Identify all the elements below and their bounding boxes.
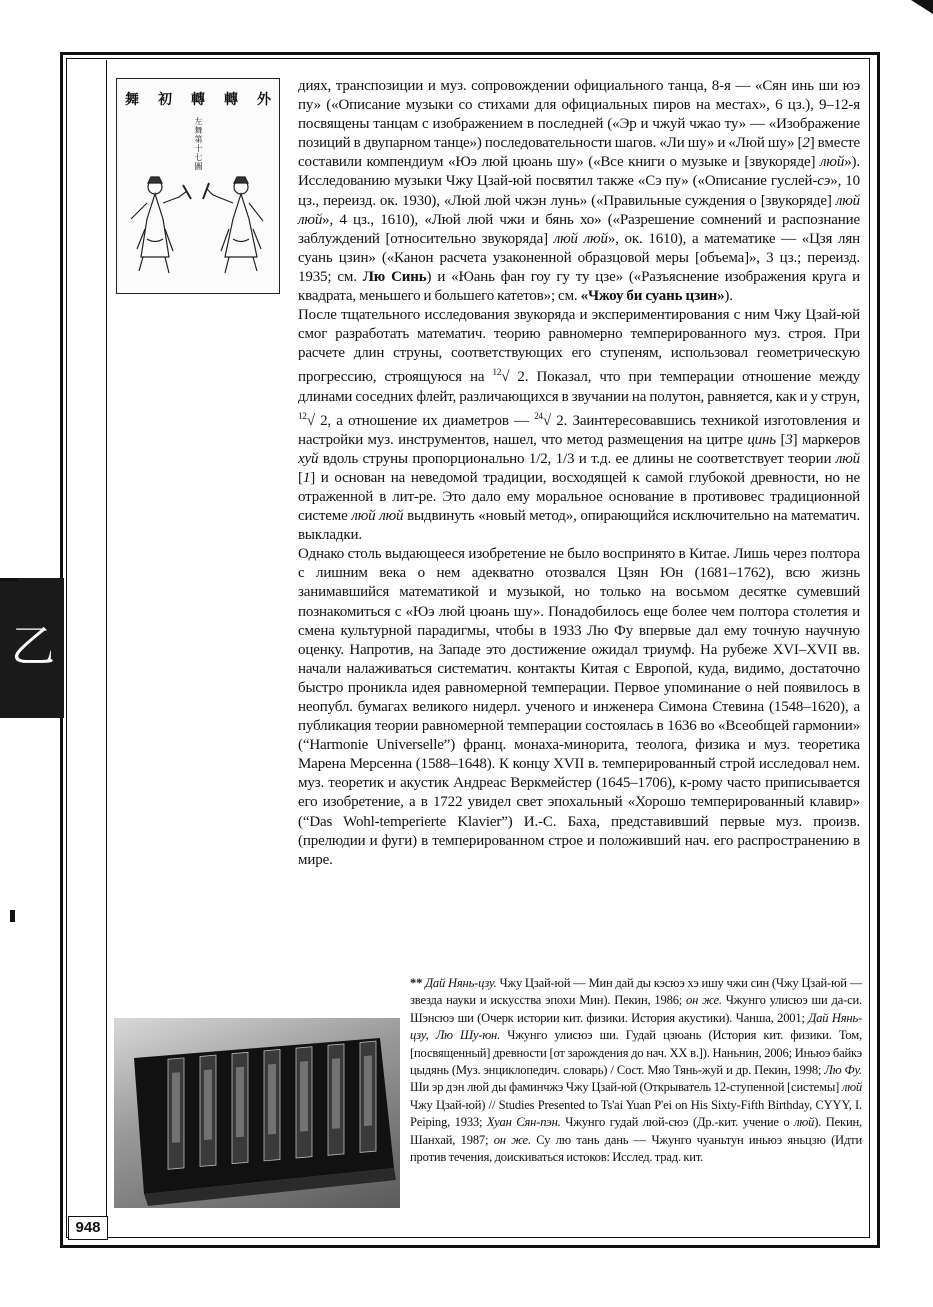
- illustration-char: 初: [158, 92, 172, 108]
- cross-reference: Лю Синь: [362, 268, 427, 285]
- author: Дай Нянь-цзу, Лю Шу-юн.: [410, 1010, 862, 1043]
- author: Дай Нянь-цзу.: [425, 976, 497, 990]
- illustration-caption: 左舞第十七圖: [194, 117, 203, 171]
- paragraph: Однако столь выдающееся изобретение не было воспринято в Китае. Лишь через полтора с лишним века о нем адекватно отозвался Цзян Юн (1681–1762), всю жизнь занимавшийся математикой и музыкой, но только на восьмом десятке сумевший познакомиться с «Юэ люй цюань шу». Понадобилось еще более чем полтора столетия и смена культурной парадигмы, чтобы в 1933 Лю Фу впервые дал ему точную научную оценку. Напротив, на Западе это достижение ожидал триумф. На рубеже XVI–XVII вв. начали налаживаться систематич. контакты Китая с Европой, куда, видимо, достаточно быстро проникла идея равномерной темперации. Первое упоминание о ней появилось в неопубл. бумагах великого нидерл. ученого и инженера Симона Стевина (1548–1620), а публикация теории равномерной темперации состоялась в 1636 во «Всеобщей гармонии» (“Harmonie Universelle”) франц. монаха-минорита, теолога, физика и муз. теоретика Марена Мерсенна (1588–1648). К концу XVII в. темперированный строй исследовал нем. муз. теоретик и акустик Андреас Веркмейстер (1645–1706), к-рому часто приписывается его изобретение, а в 1722 увидел свет эпохальный «Хорошо темперированный клавир» (“Das Wohl-temperierte Klavier”) И.-С. Баха, представивший первые муз. произв. (прелюдии и фуги) в темперированном строе и положивший нач. его распространению в мире.: [298, 546, 860, 868]
- margin-mark: [10, 910, 15, 922]
- margin-rule: [106, 60, 107, 1235]
- dancers-drawing: [117, 79, 279, 293]
- article-body: [298, 77, 860, 870]
- dance-illustration: [116, 78, 280, 294]
- right-dancer-figure: [203, 177, 263, 273]
- illustration-char: 外: [257, 92, 271, 108]
- corner-mark: [911, 0, 933, 14]
- illustration-char: 轉: [224, 92, 238, 108]
- author: он же.: [686, 993, 722, 1008]
- bibliography: ** Дай Нянь-цзу. Чжу Цзай-юй — Мин дай ды кэсюэ хэ ишу чжи син (Чжу Цзай-юй — звезда науки и искусства эпохи Мин). Пекин, 1986; он же. Чжунго улисюэ ши да-си. Шэнсюэ ши (Очерк истории кит. физики. История акустики). Чанша, 2001; Дай Нянь-цзу, Лю Шу-юн. Чжунго улисюэ ши. Гудай цзюань (История кит. физики. Том, [посвященный] древности [от зарождения до нач. XX в.]). Наньнин, 2006; Иньюэ байкэ цыдянь (Муз. энциклопедич. словарь) / Сост. Мяо Тянь-жуй и др. Пекин, 1998; Лю Фу. Ши эр дэн люй ды фаминчжэ Чжу Цзай-юй (Открыватель 12-ступенной [системы] люй Чжу Цзай-юй) // Studies Presented to Ts'ai Yuan P'ei on His Sixty-Fifth Birthday, CYYY, I. Peiping, 1933; Хуан Сян-пэн. Чжунго гудай люй-сюэ (Др.-кит. учение о люй). Пекин, Шанхай, 1987; он же. Су лю тань дань — Чжунго чуаньтун иньюэ яньцзю (Идти против течения, доискиваться истоков: Исслед. трад. кит.: [410, 976, 863, 1165]
- cross-reference: «Чжоу би суань цзин»: [580, 288, 725, 305]
- section-glyph: 乙: [11, 621, 55, 672]
- book-cases-drawing: [114, 1018, 400, 1208]
- author: Хуан Сян-пэн.: [486, 1115, 561, 1130]
- paragraph: После тщательного исследования звукоряда и экспериментирования с ним Чжу Цзай-юй смог разработать математич. теорию равномерно темперированного муз. строя. При расчете длин струны, соответствующих его ступеням, использовал геометрическую прогрессию, строящуюся на $^{12}$√ 2. Показал, что при темперации отношение между длинами соседних флейт, различающихся в звучании на полутон, равняется, как и у струн, $^{12}$√ 2, а отношение их диаметров — $^{24}$√ 2. Заинтересовавшись техникой изготовления и настройки муз. инструментов, нашел, что метод размещения на цитре цинь [3] маркеров хуй вдоль струны пропорционально 1/2, 1/3 и т.д. ее длины не соответствует теории люй [1] и основан на неведомой традиции, восходящей к самой глубокой древности, но не отраженной в лит-ре. Это дало ему моральное основание в противовес традиционной системе люй люй выдвинуть «новый метод», опирающийся исключительно на математич. выкладки.: [298, 307, 861, 544]
- author: Лю Фу.: [824, 1063, 862, 1078]
- illustration-char: 舞: [125, 92, 139, 108]
- section-thumb-tab: [0, 578, 64, 718]
- page-number: 948: [68, 1216, 108, 1240]
- tab-tick: [0, 578, 18, 581]
- bibliography-marker: **: [410, 976, 423, 990]
- left-dancer-figure: [131, 177, 191, 273]
- author: он же.: [493, 1132, 531, 1147]
- illustration-char: 轉: [191, 92, 205, 108]
- paragraph: диях, транспозиции и муз. сопровождении официального танца, 8-я — «Сян инь ши юэ пу» («Описание музыки со стихами для официальных пиров на местах», 6 цз.), 9–12-я посвящены танцам с изображением в последней («Эр и чжуй чжао ту» — «Изображение позиций в двупарном танце») последовательности шагов. «Ли шу» и «Люй шу» [2] вместе составили компендиум «Юэ люй цюань шу» («Все книги о музыке и [звукоряде] люй»). Исследованию музыки Чжу Цзай-юй посвятил также «Сэ пу» («Описание гуслей-сэ», 10 цз., переизд. ок. 1930), «Люй люй чжэн лунь» («Правильные суждения о [звукоряде] люй люй», 4 цз., 1610), «Люй люй чжи и бянь хо» («Разрешение сомнений и распознание заблуждений [относительно звукоряда] люй люй», ок. 1610), а математике — «Цзя лян суань цзин» («Канон расчета узаконенной образцовой меры [объема]», 3 цз.; переизд. 1935; см. Лю Синь) и «Юань фан гоу гу ту цзе» («Разъяснение изображения круга и квадрата, меньшего и большего катетов»; см. «Чжоу би суань цзин»).: [298, 78, 861, 305]
- books-photo: [114, 1018, 400, 1208]
